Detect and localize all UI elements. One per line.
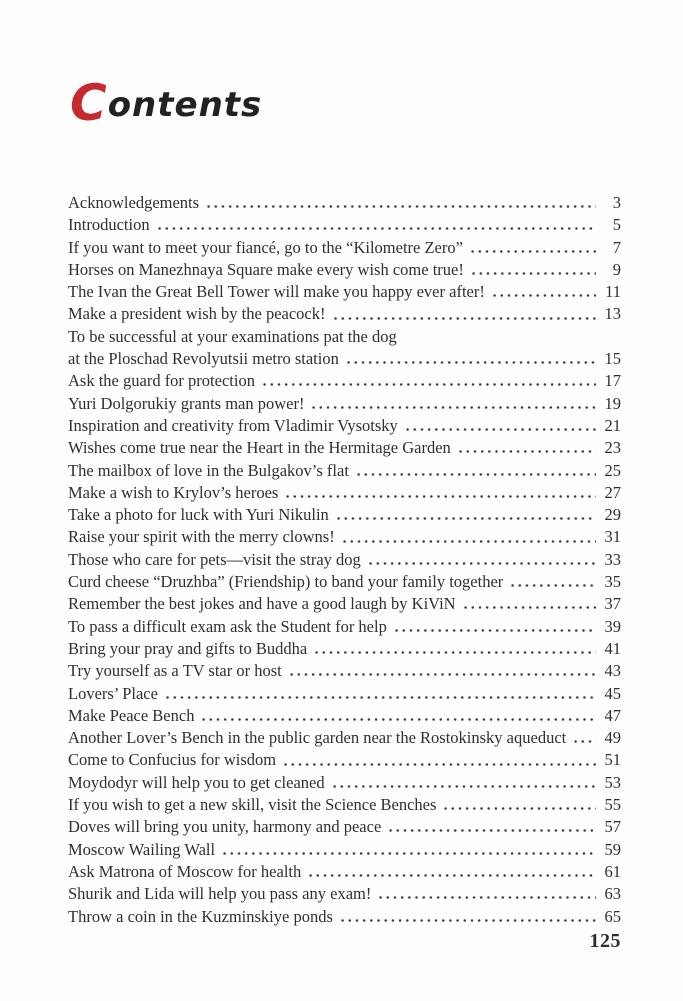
toc-page-number: 47 [604, 705, 621, 725]
toc-entry-title: Those who care for pets—visit the stray dog [68, 549, 361, 569]
toc-dot-leader [392, 616, 596, 638]
toc-entry-row [68, 526, 621, 548]
toc-dot-leader [344, 348, 596, 370]
toc-entry-title: Inspiration and creativity from Vladimir Vysotsky [68, 415, 398, 435]
toc-entry-title: Ask Matrona of Moscow for health [68, 861, 302, 881]
toc-entry-title: If you want to meet your fiancé, go to the “Kilometre Zero” [68, 237, 463, 257]
toc-entry-title: Acknowledgements [68, 193, 200, 212]
toc-entry-title: Make Peace Bench [68, 705, 195, 725]
toc-dot-leader [338, 906, 596, 928]
toc-entry-row [68, 883, 621, 905]
toc-entry-row [68, 504, 621, 526]
toc-dot-leader [441, 794, 596, 816]
toc-entry-row [68, 281, 621, 303]
toc-entry-row [68, 259, 621, 281]
toc-page-number: 17 [604, 371, 621, 391]
toc-dot-leader [306, 861, 596, 883]
page-title [70, 74, 263, 132]
toc-page-number: 35 [604, 572, 621, 592]
toc-dot-leader [199, 705, 596, 727]
toc-entry-row [68, 571, 621, 593]
toc-entry-row [68, 772, 621, 794]
toc-entry-row [68, 549, 621, 571]
toc-dot-leader [469, 259, 596, 281]
toc-page-number: 51 [604, 750, 621, 770]
toc-page-number: 57 [604, 817, 621, 837]
toc-page-number: 33 [604, 549, 621, 569]
toc-entry-title: Raise your spirit with the merry clowns! [68, 527, 335, 547]
toc-entry-title: Lovers’ Place [68, 683, 158, 703]
toc-entry-title: The mailbox of love in the Bulgakov’s flat [68, 460, 349, 480]
toc-page-number: 39 [604, 616, 621, 636]
toc-entry-row [68, 437, 621, 459]
toc-dot-leader [281, 749, 596, 771]
toc-entry-row [68, 460, 621, 482]
toc-page-number: 3 [612, 193, 621, 212]
toc-entry-row [68, 616, 621, 638]
toc-page-number: 61 [604, 861, 621, 881]
toc-entry-title: To pass a difficult exam ask the Student for help [68, 616, 387, 636]
toc-entry-row [68, 370, 621, 392]
toc-entry-title: Remember the best jokes and have a good laugh by KiViN [68, 594, 456, 614]
toc-entry-row [68, 237, 621, 259]
toc-dot-leader [204, 192, 596, 214]
toc-page-number: 43 [604, 661, 621, 681]
toc-dot-leader [468, 237, 596, 259]
toc-dot-leader [287, 660, 596, 682]
toc-page-number: 55 [604, 795, 621, 815]
toc-page-number: 7 [612, 237, 621, 257]
toc-entry-title: Come to Confucius for wisdom [68, 750, 277, 770]
toc-entry-row [68, 638, 621, 660]
toc-page-number: 15 [604, 349, 621, 369]
toc-page-number: 65 [604, 906, 621, 926]
toc-entry-title: Take a photo for luck with Yuri Nikulin [68, 505, 329, 525]
toc-page-number: 59 [604, 839, 621, 859]
toc-entry-title: Curd cheese “Druzhba” (Friendship) to band your family together [68, 572, 504, 592]
toc-page-number: 13 [604, 304, 621, 324]
toc-page-number: 63 [604, 884, 621, 904]
toc-page-number: 37 [604, 594, 621, 614]
toc-entry-row [68, 794, 621, 816]
toc-entry-title: Wishes come true near the Heart in the Hermitage Garden [68, 438, 451, 458]
toc-page-number: 31 [604, 527, 621, 547]
toc-entry-row [68, 593, 621, 615]
toc-entry-row [68, 839, 621, 861]
toc-page-number: 9 [612, 259, 621, 279]
toc-entry-title: Moydodyr will help you to get cleaned [68, 772, 325, 792]
toc-entry-row [68, 906, 621, 928]
toc-entry-title: Ask the guard for protection [68, 371, 255, 391]
toc-page-number: 45 [604, 683, 621, 703]
toc-page-number: 23 [604, 438, 621, 458]
toc-entry-title: Try yourself as a TV star or host [68, 661, 282, 681]
toc-list [68, 192, 621, 928]
toc-dot-leader [155, 214, 596, 236]
toc-dot-leader [461, 593, 596, 615]
toc-entry-row [68, 683, 621, 705]
toc-entry-title: Another Lover’s Bench in the public garden near the Rostokinsky aqueduct [68, 728, 567, 748]
toc-entry-row [68, 727, 621, 749]
toc-dot-leader [490, 281, 596, 303]
toc-dot-leader [260, 370, 596, 392]
toc-entry-title: If you wish to get a new skill, visit the Science Benches [68, 795, 437, 815]
toc-dot-leader [386, 816, 596, 838]
toc-entry-title: Throw a coin in the Kuzminskiye ponds [68, 906, 333, 926]
toc-dot-leader [163, 683, 596, 705]
toc-page-number: 29 [604, 505, 621, 525]
toc-dot-leader [220, 839, 596, 861]
toc-page-number: 53 [604, 772, 621, 792]
toc-dot-leader [508, 571, 596, 593]
toc-dot-leader [340, 526, 596, 548]
toc-page-number: 11 [605, 282, 621, 302]
toc-entry-title: Horses on Manezhnaya Square make every wish come true! [68, 259, 464, 279]
toc-entry-title-continued: at the Ploschad Revolyutsii metro station [68, 349, 339, 369]
toc-entry-title: The Ivan the Great Bell Tower will make you happy ever after! [68, 282, 485, 302]
toc-entry-row [68, 705, 621, 727]
toc-entry-title: Doves will bring you unity, harmony and peace [68, 817, 382, 837]
toc-entry-title: Introduction [68, 215, 150, 235]
toc-page-number: 27 [604, 482, 621, 502]
toc-dot-leader [330, 772, 596, 794]
toc-entry-row [68, 816, 621, 838]
toc-page-number: 19 [604, 393, 621, 413]
toc-entry-row [68, 749, 621, 771]
toc-entry-title: To be successful at your examinations pat the dog [68, 326, 397, 346]
toc-entry-row [68, 482, 621, 504]
toc-page-number: 25 [604, 460, 621, 480]
toc-dot-leader [334, 504, 596, 526]
toc-page-number: 49 [604, 728, 621, 748]
toc-entry-row [68, 861, 621, 883]
toc-dot-leader [309, 393, 596, 415]
toc-page-number: 5 [612, 215, 621, 235]
toc-dot-leader [376, 883, 596, 905]
footer-page-number: 125 [589, 930, 621, 952]
toc-entry-title: Make a wish to Krylov’s heroes [68, 482, 279, 502]
toc-entry-row [68, 303, 621, 325]
toc-entry-title: Moscow Wailing Wall [68, 839, 216, 859]
toc-page-number: 41 [604, 638, 621, 658]
toc-entry-row [68, 192, 621, 214]
toc-dot-leader [331, 303, 597, 325]
toc-entry-row [68, 660, 621, 682]
toc-entry-title: Bring your pray and gifts to Buddha [68, 638, 308, 658]
toc-dot-leader [312, 638, 596, 660]
toc-dot-leader [571, 727, 596, 749]
toc-dot-leader [366, 549, 596, 571]
toc-entry-row [68, 326, 621, 348]
toc-dot-leader [403, 415, 596, 437]
toc-dot-leader [354, 460, 596, 482]
toc-dot-leader [456, 437, 596, 459]
toc-entry-row [68, 214, 621, 236]
toc-entry-row [68, 348, 621, 370]
toc-page-number: 21 [604, 415, 621, 435]
toc-entry-row [68, 415, 621, 437]
toc-entry-title: Make a president wish by the peacock! [68, 304, 326, 324]
toc-entry-row [68, 393, 621, 415]
title-initial-letter: C [70, 74, 108, 132]
toc-dot-leader [283, 482, 596, 504]
toc-entry-title: Yuri Dolgorukiy grants man power! [68, 393, 305, 413]
title-rest-text: ontents [107, 85, 263, 125]
toc-entry-title: Shurik and Lida will help you pass any exam! [68, 884, 372, 904]
